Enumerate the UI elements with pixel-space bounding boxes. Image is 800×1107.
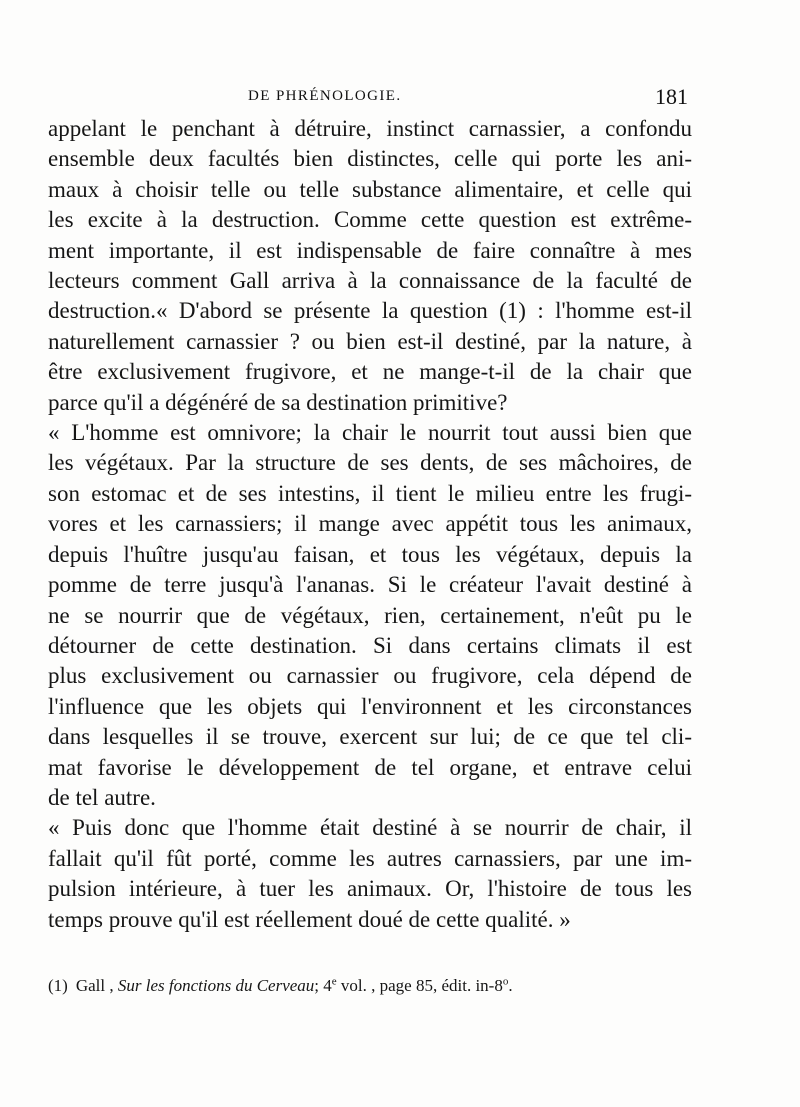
text-line: parce qu'il a dégénéré de sa destination primitive? [48,389,508,415]
text-line: dans lesquelles il se trouve, exercent sur lui; de ce que tel cli- [48,724,692,750]
footnote-title: Sur les fonctions du Cerveau [117,976,315,995]
text-line: ment importante, il est indispensable de faire connaître à mes [48,237,692,263]
footnote-volume: ; 4 [314,976,332,995]
text-line: appelant le penchant à détruire, instinct carnassier, a confondu [48,116,692,141]
text-line: temps prouve qu'il est réellement doué de cette qualité. » [48,906,571,932]
text-line: maux à choisir telle ou telle substance alimentaire, et celle qui [48,176,692,202]
text-line: ensemble deux facultés bien distinctes, celle qui porte les ani- [48,146,692,172]
text-line: pomme de terre jusqu'à l'ananas. Si le créateur l'avait destiné à [48,572,692,598]
text-line: fallait qu'il fût porté, comme les autres carnassiers, par une im- [48,845,692,871]
text-line: « L'homme est omnivore; la chair le nourrit tout aussi bien que [48,420,692,446]
footnote-end: . [508,976,513,995]
text-line: mat favorise le développement de tel organe, et entrave celui [48,754,692,780]
text-line: les végétaux. Par la structure de ses dents, de ses mâchoires, de [48,450,692,476]
text-line: destruction.« D'abord se présente la question (1) : l'homme est-il [48,298,692,324]
page-header [48,84,688,110]
text-line: ne se nourrir que de végétaux, rien, certainement, n'eût pu le [48,602,692,628]
body-text [48,114,692,935]
footnote-author: Gall , [75,976,114,995]
text-line: vores et les carnassiers; il mange avec appétit tous les animaux, [48,511,692,537]
text-line: lecteurs comment Gall arriva à la connaissance de la faculté de [48,268,692,294]
footnote-volume-sup: e [331,975,337,988]
running-head: DE PHRÉNOLOGIE. [248,88,402,104]
footnote-marker: (1) [48,976,68,995]
text-line: de tel autre. [48,784,156,810]
text-line: l'influence que les objets qui l'environnent et les circonstances [48,693,692,719]
text-line: pulsion intérieure, à tuer les animaux. Or, l'histoire de tous les [48,876,692,902]
text-line: naturellement carnassier ? ou bien est-il destiné, par la nature, à [48,328,692,354]
page-number: 181 [655,84,688,109]
text-line: les excite à la destruction. Comme cette question est extrême- [48,207,692,233]
text-line: depuis l'huître jusqu'au faisan, et tous les végétaux, depuis la [48,541,692,567]
text-line: « Puis donc que l'homme était destiné à se nourrir de chair, il [48,815,692,841]
text-line: son estomac et de ses intestins, il tient le milieu entre les frugi- [48,480,692,506]
text-line: détourner de cette destination. Si dans certains climats il est [48,632,692,658]
text-line: plus exclusivement ou carnassier ou frugivore, cela dépend de [48,663,692,689]
footnote [48,976,708,996]
footnote-rest-sup: o [502,975,509,988]
text-line: être exclusivement frugivore, et ne mange-t-il de la chair que [48,359,692,385]
footnote-rest: vol. , page 85, édit. in-8 [336,976,503,995]
